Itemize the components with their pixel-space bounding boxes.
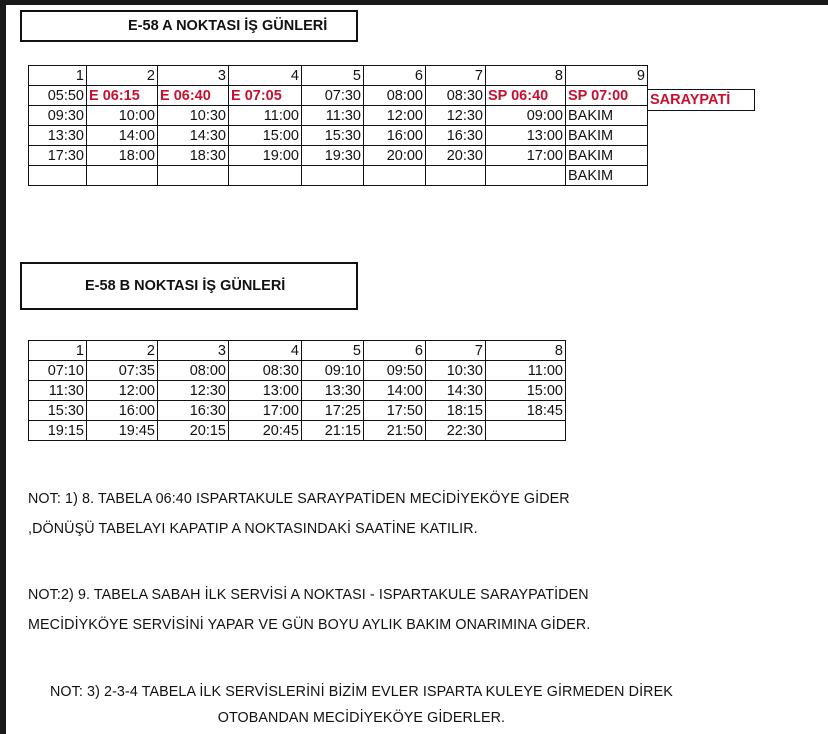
time-cell: 19:15 [29,421,87,441]
time-cell: 13:30 [302,381,364,401]
column-header: 3 [158,66,229,86]
maintenance-cell: BAKIM [566,166,648,186]
time-cell: 20:15 [158,421,229,441]
table-row [29,86,648,106]
time-cell: 18:45 [486,401,566,421]
saraypati-label: SARAYPATİ [647,89,755,111]
empty-cell [486,421,566,441]
time-cell: 15:00 [229,126,302,146]
time-cell: 17:30 [29,146,87,166]
time-cell: 21:15 [302,421,364,441]
note-2-line-1: NOT:2) 9. TABELA SABAH İLK SERVİSİ A NOKTASI - ISPARTAKULE SARAYPATİDEN [28,587,589,603]
time-cell: 18:30 [158,146,229,166]
time-cell: 12:30 [426,106,486,126]
table-row [29,361,566,381]
time-cell: 22:30 [426,421,486,441]
time-cell-express: E 06:15 [87,86,158,106]
time-cell: 17:25 [302,401,364,421]
column-header: 1 [29,66,87,86]
empty-cell [29,166,87,186]
time-cell: 20:45 [229,421,302,441]
column-header: 2 [87,66,158,86]
empty-cell [486,166,566,186]
time-cell: 12:30 [158,381,229,401]
table-row [29,421,566,441]
maintenance-cell: BAKIM [566,146,648,166]
column-header: 6 [364,341,426,361]
time-cell: 09:10 [302,361,364,381]
time-cell: 19:30 [302,146,364,166]
header-row [29,341,566,361]
header-row [29,66,648,86]
time-cell: 17:50 [364,401,426,421]
time-cell: 17:00 [486,146,566,166]
time-cell: 18:00 [87,146,158,166]
empty-cell [158,166,229,186]
note-2-line-2: MECİDİYKÖYE SERVİSİNİ YAPAR VE GÜN BOYU AYLIK BAKIM ONARIMINA GİDER. [28,617,591,633]
column-header: 7 [426,66,486,86]
top-border [0,0,828,5]
time-cell: 16:00 [364,126,426,146]
empty-cell [302,166,364,186]
schedule-table-b [28,340,566,441]
column-header: 4 [229,341,302,361]
section-b-title: E-58 B NOKTASI İŞ GÜNLERİ [20,262,358,310]
time-cell: 10:30 [426,361,486,381]
empty-cell [364,166,426,186]
left-border [0,0,6,734]
section-a-title: E-58 A NOKTASI İŞ GÜNLERİ [20,10,358,42]
time-cell: 11:30 [302,106,364,126]
maintenance-cell: BAKIM [566,126,648,146]
table-row [29,146,648,166]
time-cell: 07:30 [302,86,364,106]
column-header: 8 [486,66,566,86]
column-header: 5 [302,341,364,361]
note-1-line-2: ,DÖNÜŞÜ TABELAYI KAPATIP A NOKTASINDAKİ SAATİNE KATILIR. [28,521,478,537]
empty-cell [87,166,158,186]
note-3-line-2: OTOBANDAN MECİDİYEKÖYE GİDERLER. [217,710,506,726]
note-3 [50,679,673,731]
time-cell: 16:30 [158,401,229,421]
time-cell: 15:00 [486,381,566,401]
time-cell: 08:30 [426,86,486,106]
time-cell: 07:35 [87,361,158,381]
time-cell: 05:50 [29,86,87,106]
time-cell: 08:30 [229,361,302,381]
column-header: 3 [158,341,229,361]
table-row [29,126,648,146]
schedule-table-a [28,65,648,186]
note-3-line-1: NOT: 3) 2-3-4 TABELA İLK SERVİSLERİNİ BİZİM EVLER ISPARTA KULEYE GİRMEDEN DİREK [50,684,673,700]
column-header: 8 [486,341,566,361]
time-cell-express: E 07:05 [229,86,302,106]
time-cell: 12:00 [364,106,426,126]
time-cell: 17:00 [229,401,302,421]
time-cell: 09:00 [486,106,566,126]
column-header: 7 [426,341,486,361]
column-header: 1 [29,341,87,361]
table-row [29,401,566,421]
time-cell: 13:00 [486,126,566,146]
time-cell: 07:10 [29,361,87,381]
time-cell: 20:00 [364,146,426,166]
column-header: 5 [302,66,364,86]
time-cell: 14:00 [87,126,158,146]
time-cell: 14:00 [364,381,426,401]
time-cell-saraypati: SP 07:00 [566,86,648,106]
column-header: 6 [364,66,426,86]
time-cell: 21:50 [364,421,426,441]
table-row [29,381,566,401]
time-cell: 10:30 [158,106,229,126]
time-cell: 14:30 [426,381,486,401]
time-cell: 09:50 [364,361,426,381]
empty-cell [426,166,486,186]
maintenance-cell: BAKIM [566,106,648,126]
time-cell: 13:30 [29,126,87,146]
column-header: 2 [87,341,158,361]
column-header: 9 [566,66,648,86]
time-cell: 15:30 [302,126,364,146]
time-cell: 08:00 [364,86,426,106]
note-1-line-1: NOT: 1) 8. TABELA 06:40 ISPARTAKULE SARAYPATİDEN MECİDİYEKÖYE GİDER [28,491,570,507]
time-cell: 19:45 [87,421,158,441]
time-cell: 16:30 [426,126,486,146]
time-cell: 18:15 [426,401,486,421]
table-row [29,166,648,186]
column-header: 4 [229,66,302,86]
time-cell: 13:00 [229,381,302,401]
table-row [29,106,648,126]
time-cell: 14:30 [158,126,229,146]
time-cell: 10:00 [87,106,158,126]
time-cell: 16:00 [87,401,158,421]
time-cell-express: E 06:40 [158,86,229,106]
time-cell-saraypati: SP 06:40 [486,86,566,106]
time-cell: 09:30 [29,106,87,126]
time-cell: 20:30 [426,146,486,166]
time-cell: 08:00 [158,361,229,381]
time-cell: 19:00 [229,146,302,166]
time-cell: 11:30 [29,381,87,401]
time-cell: 11:00 [486,361,566,381]
note-1 [28,484,570,544]
time-cell: 15:30 [29,401,87,421]
empty-cell [229,166,302,186]
note-2 [28,580,590,640]
time-cell: 12:00 [87,381,158,401]
time-cell: 11:00 [229,106,302,126]
